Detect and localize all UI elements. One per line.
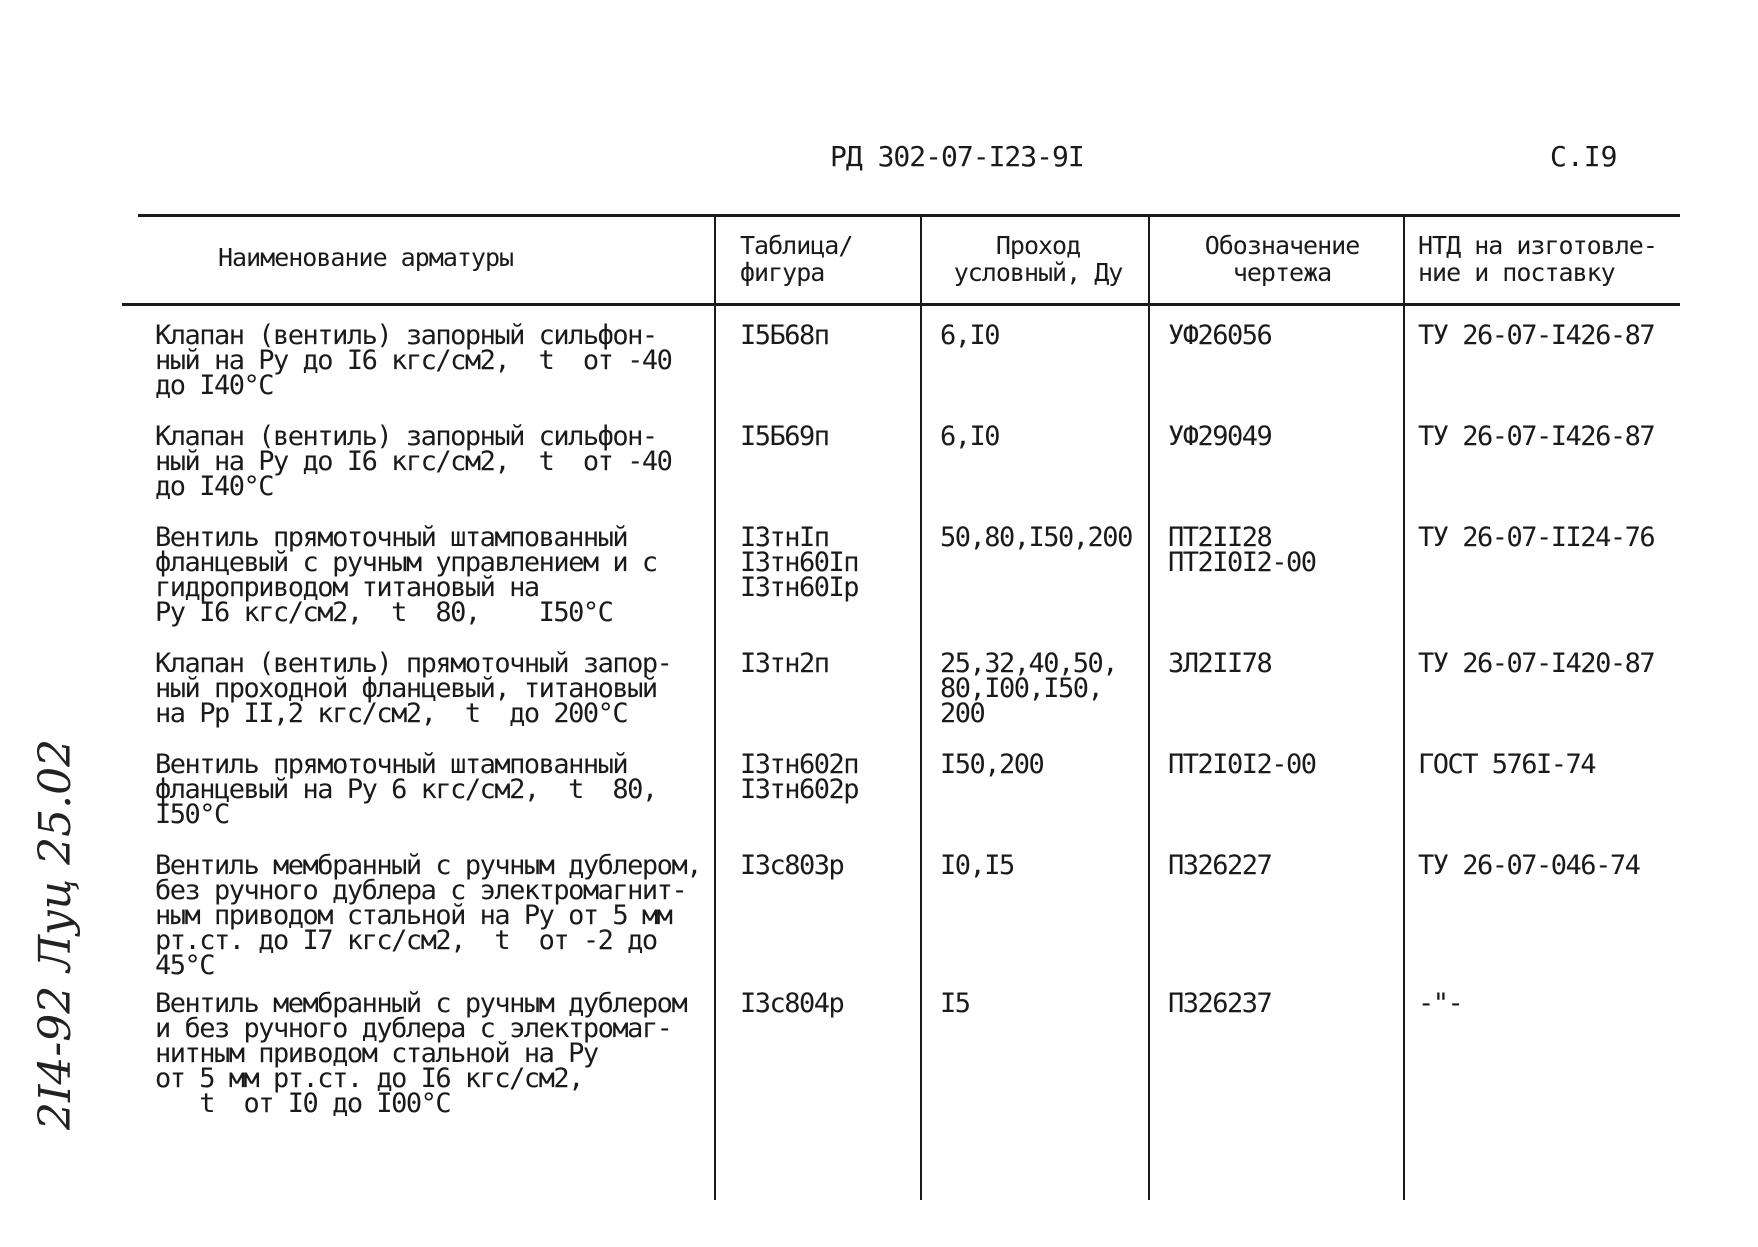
- row-7-drawing: ПЗ26237: [1168, 988, 1272, 1019]
- row-5-ntd: ГОСТ 576I-74: [1418, 749, 1596, 780]
- handwritten-margin-note: 2I4-92 Луц 25.02: [30, 738, 81, 1130]
- row-4-dn: 25,32,40,50, 80,I00,I50, 200: [940, 648, 1118, 729]
- row-5-name: Вентиль прямоточный штампованный фланцевый на Ру 6 кгс/см2, t 80, I50°C: [155, 749, 657, 830]
- table-top-rule: [138, 214, 1680, 217]
- column-header-drawing: Обозначение чертежа: [1204, 231, 1360, 287]
- column-divider: [920, 216, 922, 1200]
- row-2-name: Клапан (вентиль) запорный сильфон- ный на Ру до I6 кгс/см2, t от -40 до I40°C: [155, 421, 672, 502]
- row-1-drawing: УФ26056: [1168, 320, 1272, 351]
- column-divider: [1403, 216, 1405, 1200]
- row-4-figure: I3тн2п: [740, 648, 829, 679]
- column-header-name: Наименование арматуры: [218, 243, 514, 272]
- row-4-drawing: 3Л2II78: [1168, 648, 1272, 679]
- row-7-dn: I5: [940, 988, 970, 1019]
- row-2-ntd: ТУ 26-07-I426-87: [1418, 421, 1655, 452]
- row-4-ntd: ТУ 26-07-I420-87: [1418, 648, 1655, 679]
- row-7-name: Вентиль мембранный с ручным дублером и без ручного дублера с электромаг- нитным приводом стальной на Ру от 5 мм рт.ст. до I6 кгс/см2, t от I0 до I00°C: [155, 988, 687, 1119]
- row-3-ntd: ТУ 26-07-II24-76: [1418, 522, 1655, 553]
- document-code: РД 302-07-I23-9I: [830, 140, 1084, 173]
- row-3-dn: 50,80,I50,200: [940, 522, 1132, 553]
- column-divider: [714, 216, 716, 1200]
- row-5-figure: I3тн602п I3тн602р: [740, 749, 859, 805]
- row-1-dn: 6,I0: [940, 320, 1000, 351]
- row-5-drawing: ПТ2I0I2-00: [1168, 749, 1316, 780]
- row-3-drawing: ПТ2II28 ПТ2I0I2-00: [1168, 522, 1316, 578]
- row-1-figure: I5Б68п: [740, 320, 829, 351]
- row-2-dn: 6,I0: [940, 421, 1000, 452]
- row-6-ntd: ТУ 26-07-046-74: [1418, 850, 1640, 881]
- row-7-figure: I3с804р: [740, 988, 844, 1019]
- column-header-dn: Проход условный, Ду: [953, 231, 1123, 287]
- page-number: С.I9: [1550, 140, 1618, 173]
- row-1-ntd: ТУ 26-07-I426-87: [1418, 320, 1655, 351]
- column-divider: [1148, 216, 1150, 1200]
- row-6-dn: I0,I5: [940, 850, 1014, 881]
- row-4-name: Клапан (вентиль) прямоточный запор- ный проходной фланцевый, титановый на Рр II,2 кгс/см2, t до 200°C: [155, 648, 672, 729]
- row-2-figure: I5Б69п: [740, 421, 829, 452]
- column-header-ntd: НТД на изготовле- ние и поставку: [1418, 231, 1657, 287]
- row-5-dn: I50,200: [940, 749, 1044, 780]
- row-6-drawing: ПЗ26227: [1168, 850, 1272, 881]
- row-3-name: Вентиль прямоточный штампованный фланцевый с ручным управлением и с гидроприводом титановый на Ру I6 кгс/см2, t 80, I50°C: [155, 522, 657, 628]
- row-7-ntd: -"-: [1418, 988, 1463, 1019]
- row-3-figure: I3тнIп I3тн60Iп I3тн60Iр: [740, 522, 859, 603]
- row-6-figure: I3с803р: [740, 850, 844, 881]
- header-bottom-rule: [122, 303, 1680, 306]
- column-header-figure: Таблица/ фигура: [740, 231, 853, 287]
- row-6-name: Вентиль мембранный с ручным дублером, без ручного дублера с электромагнит- ным приводом стальной на Ру от 5 мм рт.ст. до I7 кгс/см2, t от -2 до 45°C: [155, 850, 701, 981]
- row-2-drawing: УФ29049: [1168, 421, 1272, 452]
- row-1-name: Клапан (вентиль) запорный сильфон- ный на Ру до I6 кгс/см2, t от -40 до I40°C: [155, 320, 672, 401]
